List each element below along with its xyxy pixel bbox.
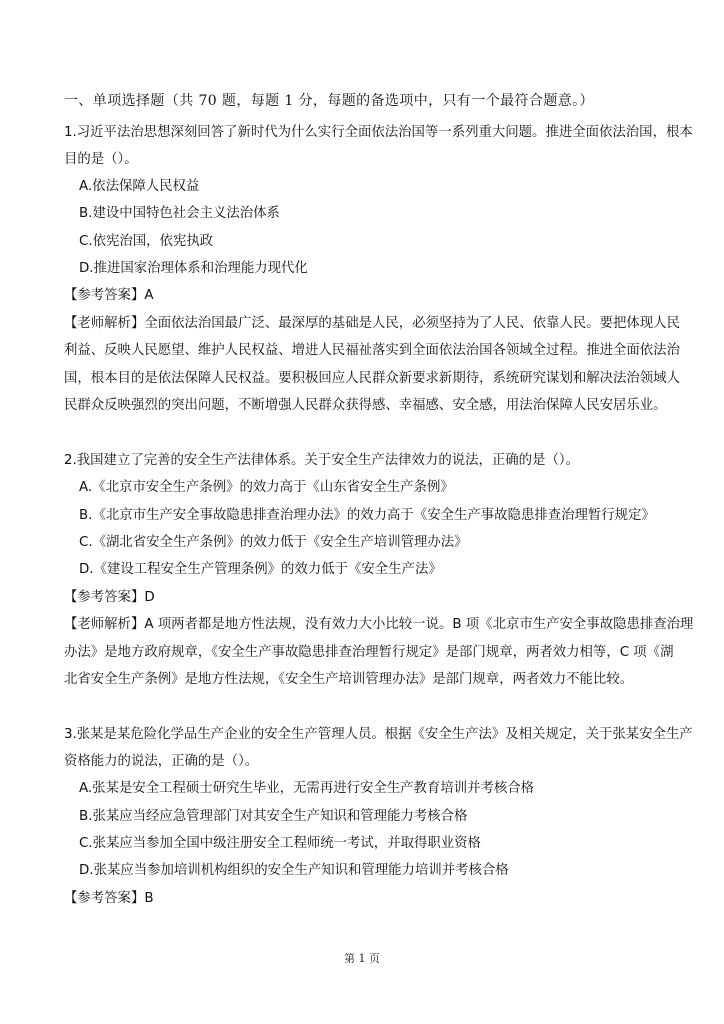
question-1-stem-line-1: 1.习近平法治思想深刻回答了新时代为什么实行全面依法治国等一系列重大问题。推进全面依法治国，根本 xyxy=(64,125,693,140)
question-2-analysis-line-2: 办法》是地方政府规章，《安全生产事故隐患排查治理暂行规定》是部门规章，两者效力相等，C 项《湖 xyxy=(64,645,674,660)
question-3-option-b: B.张某应当经应急管理部门对其安全生产知识和管理能力考核合格 xyxy=(79,809,468,824)
question-2-option-a: A.《北京市安全生产条例》的效力高于《山东省安全生产条例》 xyxy=(79,480,454,495)
question-1-option-d: D.推进国家治理体系和治理能力现代化 xyxy=(79,261,308,276)
question-1-analysis-line-2: 利益、反映人民愿望、维护人民权益、增进人民福祉落实到全面依法治国各领域全过程。推进全面依法治 xyxy=(64,343,680,358)
question-3-stem-line-1: 3.张某是某危险化学品生产企业的安全生产管理人员。根据《安全生产法》及相关规定，关于张某安全生产 xyxy=(64,727,693,742)
question-3-option-c: C.张某应当参加全国中级注册安全工程师统一考试，并取得职业资格 xyxy=(79,836,481,851)
question-2-stem-line-1: 2.我国建立了完善的安全生产法律体系。关于安全生产法律效力的说法，正确的是（）。 xyxy=(64,453,579,468)
question-1-option-b: B.建设中国特色社会主义法治体系 xyxy=(79,206,280,221)
question-3-option-d: D.张某应当参加培训机构组织的安全生产知识和管理能力培训并考核合格 xyxy=(79,863,509,878)
question-2-option-b: B.《北京市生产安全事故隐患排查治理办法》的效力高于《安全生产事故隐患排查治理暂行规定》 xyxy=(79,508,655,523)
section-title: 一、单项选择题（共 70 题，每题 1 分，每题的备选项中，只有一个最符合题意。） xyxy=(64,93,594,109)
question-1-analysis-line-4: 民群众反映强烈的突出问题，不断增强人民群众获得感、幸福感、安全感，用法治保障人民安居乐业。 xyxy=(64,398,667,413)
question-2-analysis-line-1: 【老师解析】A 项两者都是地方性法规，没有效力大小比较一说。B 项《北京市生产安全事故隐患排查治理 xyxy=(64,617,694,632)
question-2-analysis-line-3: 北省安全生产条例》是地方性法规，《安全生产培训管理办法》是部门规章，两者效力不能比较。 xyxy=(64,672,634,687)
question-1-stem-line-2: 目的是（）。 xyxy=(64,152,138,167)
question-3-stem-line-2: 资格能力的说法，正确的是（）。 xyxy=(64,754,259,769)
question-1-analysis-line-3: 国，根本目的是依法保障人民权益。要积极回应人民群众新要求新期待，系统研究谋划和解决法治领域人 xyxy=(64,371,680,386)
question-2-option-c: C.《湖北省安全生产条例》的效力低于《安全生产培训管理办法》 xyxy=(79,535,468,550)
question-3-answer: 【参考答案】B xyxy=(64,891,154,906)
question-2-answer: 【参考答案】D xyxy=(64,590,155,605)
question-1-analysis-line-1: 【老师解析】全面依法治国最广泛、最深厚的基础是人民，必须坚持为了人民、依靠人民。要把体现人民 xyxy=(64,316,680,331)
question-2-option-d: D.《建设工程安全生产管理条例》的效力低于《安全生产法》 xyxy=(79,562,442,577)
question-1-option-c: C.依宪治国，依宪执政 xyxy=(79,234,214,249)
page-number-footer: 第 1 页 xyxy=(344,952,380,965)
question-1-option-a: A.依法保障人民权益 xyxy=(79,179,200,194)
question-1-answer: 【参考答案】A xyxy=(64,288,154,303)
question-3-option-a: A.张某是安全工程硕士研究生毕业，无需再进行安全生产教育培训并考核合格 xyxy=(79,781,535,796)
